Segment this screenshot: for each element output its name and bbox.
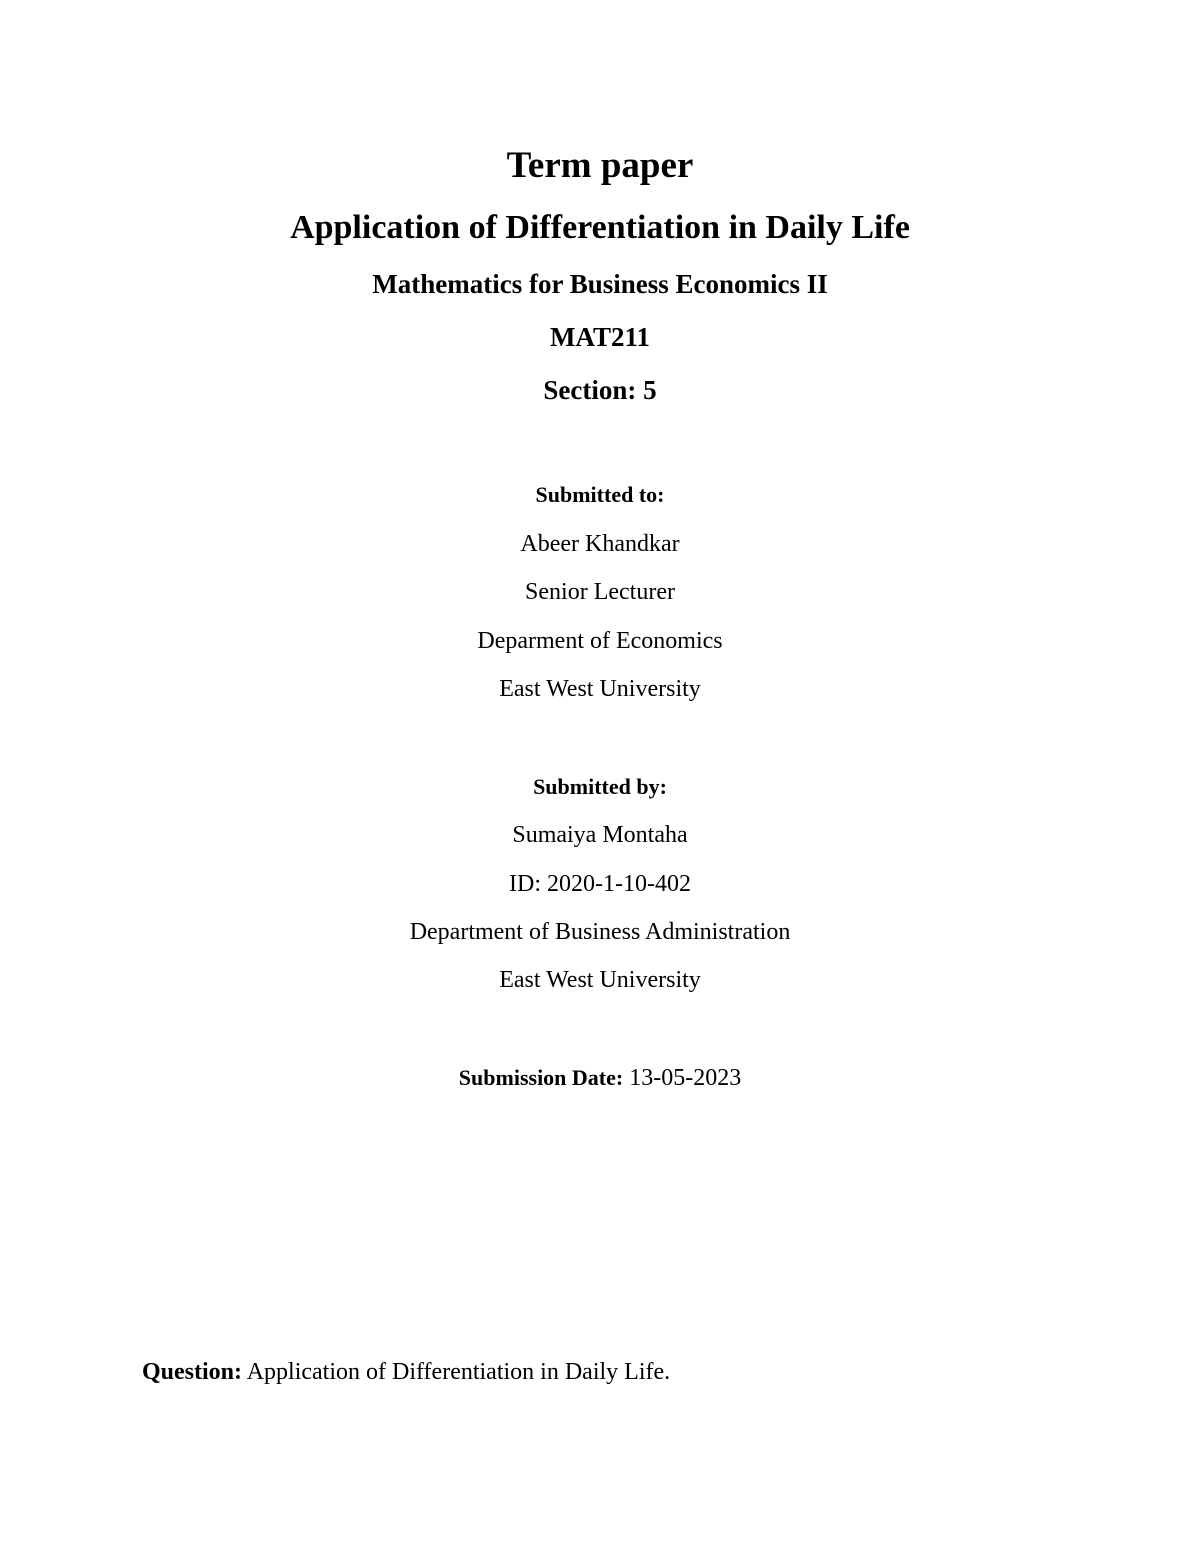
submitted-to-label: Submitted to:: [535, 482, 665, 507]
submitted-by-department: Department of Business Administration: [409, 919, 791, 945]
submission-date: [0, 1066, 1200, 1090]
submission-date-label: Submission Date:: [458, 1065, 624, 1090]
question: [142, 1360, 670, 1384]
course-code: MAT211: [550, 322, 650, 352]
question-text: Application of Differentiation in Daily Life.: [242, 1359, 671, 1385]
submission-date-value: 13-05-2023: [623, 1065, 742, 1091]
submitted-to-name: Abeer Khandkar: [520, 531, 680, 557]
submitted-by-name: Sumaiya Montaha: [512, 822, 688, 848]
course-name: Mathematics for Business Economics II: [372, 269, 828, 299]
submitted-by-id: ID: 2020-1-10-402: [509, 871, 691, 897]
submitted-by-university: East West University: [499, 967, 701, 993]
submitted-to-position: Senior Lecturer: [525, 579, 675, 605]
submitted-by-label: Submitted by:: [533, 774, 667, 799]
submitted-to-department: Deparment of Economics: [477, 628, 723, 654]
submitted-to-university: East West University: [499, 676, 701, 702]
section: Section: 5: [543, 375, 657, 405]
document-subtitle: Application of Differentiation in Daily Life: [290, 209, 910, 246]
question-label: Question:: [142, 1359, 243, 1385]
document-title: Term paper: [506, 145, 694, 186]
